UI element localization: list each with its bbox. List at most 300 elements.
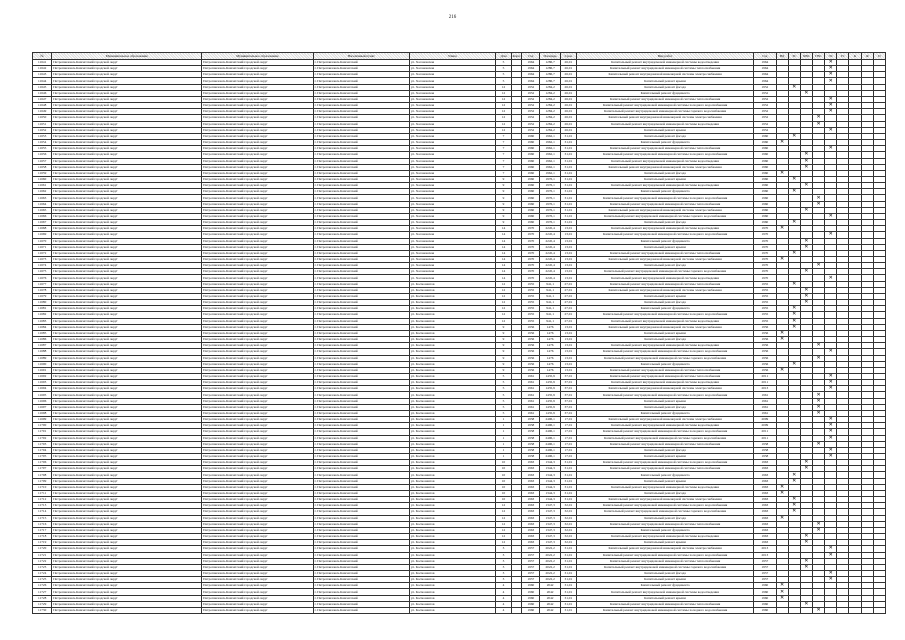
- plan-year-cell: 2011: [754, 429, 776, 435]
- mark-cell: ✕: [800, 558, 812, 564]
- municipality-cell: Петропавловск-Камчатский городской округ: [202, 127, 313, 133]
- area-cell: 2042: [540, 589, 560, 595]
- area-cell: 2496,1: [540, 429, 560, 435]
- municipality-cell: Петропавловск-Камчатский городской округ: [52, 170, 202, 176]
- row-number-cell: 11677: [33, 281, 52, 287]
- plan-year-cell: 1956: [754, 324, 776, 330]
- work-type-cell: Капитальный ремонт внутридомовой инженерной системы теплоснабжения: [576, 201, 753, 207]
- municipality-cell: Петропавловск-Камчатский городской округ: [52, 607, 202, 613]
- house-cell: 5: [495, 386, 511, 392]
- mark-cell: ✕: [788, 503, 800, 509]
- street-cell: ул. Космонавтов: [409, 306, 495, 312]
- municipality-cell: Петропавловск-Камчатский городской округ: [52, 189, 202, 195]
- locality-cell: г. Петропавловск-Камчатский: [313, 540, 409, 546]
- year-cell: 1964: [522, 60, 540, 66]
- municipality-cell: Петропавловск-Камчатский городской округ: [202, 269, 313, 275]
- municipality-cell: Петропавловск-Камчатский городской округ: [202, 349, 313, 355]
- term-cell: 32,01: [560, 540, 576, 546]
- term-cell: 31,01: [560, 589, 576, 595]
- house-cell: 9: [495, 220, 511, 226]
- year-cell: 1960: [522, 589, 540, 595]
- locality-cell: г. Петропавловск-Камчатский: [313, 503, 409, 509]
- municipality-cell: Петропавловск-Камчатский городской округ: [52, 404, 202, 410]
- row-number-cell: 11689: [33, 355, 52, 361]
- area-cell: 1435,9: [540, 392, 560, 398]
- street-cell: ул. Космонавтов: [409, 497, 495, 503]
- year-cell: 1963: [522, 509, 540, 515]
- locality-cell: г. Петропавловск-Камчатский: [313, 60, 409, 66]
- mark-cell: ✕: [776, 367, 788, 373]
- locality-cell: г. Петропавловск-Камчатский: [313, 330, 409, 336]
- term-cell: 31,01: [560, 577, 576, 583]
- mark-cell: [837, 607, 849, 613]
- municipality-cell: Петропавловск-Камчатский городской округ: [52, 60, 202, 66]
- locality-cell: г. Петропавловск-Камчатский: [313, 293, 409, 299]
- plan-year-cell: 1955: [754, 306, 776, 312]
- plan-year-cell: 1956: [754, 337, 776, 343]
- street-cell: ул. Космонавтов: [409, 577, 495, 583]
- locality-cell: г. Петропавловск-Камчатский: [313, 380, 409, 386]
- area-cell: 1435,9: [540, 404, 560, 410]
- year-cell: 1963: [522, 515, 540, 521]
- house-cell: 7: [495, 152, 511, 158]
- mark-cell: ✕: [788, 497, 800, 503]
- plan-year-cell: 1956: [754, 349, 776, 355]
- plan-year-cell: 1960: [754, 195, 776, 201]
- locality-cell: г. Петропавловск-Камчатский: [313, 189, 409, 195]
- locality-cell: г. Петропавловск-Камчатский: [313, 386, 409, 392]
- column-header: Муниципальное образование: [52, 53, 202, 60]
- municipality-cell: Петропавловск-Камчатский городской округ: [52, 318, 202, 324]
- work-type-cell: Капитальный ремонт крыши: [576, 454, 753, 460]
- year-cell: 1963: [522, 540, 540, 546]
- term-cell: 32,01: [560, 534, 576, 540]
- municipality-cell: Петропавловск-Камчатский городской округ: [202, 152, 313, 158]
- year-cell: 1960: [522, 201, 540, 207]
- year-cell: 1961: [522, 410, 540, 416]
- house-cell: 12: [495, 109, 511, 115]
- mark-cell: ✕: [825, 546, 837, 552]
- row-number-cell: 11681: [33, 306, 52, 312]
- work-type-cell: Капитальный ремонт внутридомовой инженерной системы теплоснабжения: [576, 373, 753, 379]
- house-cell: 1: [495, 429, 511, 435]
- locality-cell: г. Петропавловск-Камчатский: [313, 183, 409, 189]
- plan-year-cell: 1970: [754, 226, 776, 232]
- house-cell: 10: [495, 497, 511, 503]
- area-cell: 1976,1: [540, 189, 560, 195]
- municipality-cell: Петропавловск-Камчатский городской округ: [202, 293, 313, 299]
- municipality-cell: Петропавловск-Камчатский городской округ: [202, 583, 313, 589]
- locality-cell: г. Петропавловск-Камчатский: [313, 361, 409, 367]
- row-number-cell: 11726: [33, 583, 52, 589]
- row-number-cell: 11674: [33, 263, 52, 269]
- year-cell: 1952: [522, 127, 540, 133]
- work-type-cell: Капитальный ремонт внутридомовой инженерной системы горячего водоснабжения: [576, 213, 753, 219]
- plan-year-cell: 1955: [754, 300, 776, 306]
- street-cell: ул. Космонавтов: [409, 503, 495, 509]
- work-type-cell: Капитальный ремонт внутридомовой инженерной системы холодного водоснабжения: [576, 429, 753, 435]
- row-number-cell: 11659: [33, 170, 52, 176]
- plan-year-cell: 1964: [754, 78, 776, 84]
- municipality-cell: Петропавловск-Камчатский городской округ: [202, 577, 313, 583]
- plan-year-cell: 1952: [754, 84, 776, 90]
- row-number-cell: 11686: [33, 337, 52, 343]
- plan-year-cell: 1963: [754, 503, 776, 509]
- row-number-cell: 11699: [33, 417, 52, 423]
- year-cell: 1960: [522, 146, 540, 152]
- mark-cell: ✕: [788, 250, 800, 256]
- street-cell: ул. Хасановская: [409, 133, 495, 139]
- work-type-cell: Капитальный ремонт внутридомовой инженерной системы водоотведения: [576, 423, 753, 429]
- plan-year-cell: 1956: [754, 330, 776, 336]
- row-number-cell: 11662: [33, 189, 52, 195]
- work-type-cell: Капитальный ремонт внутридомовой инженерной системы электроснабжения: [576, 324, 753, 330]
- house-cell: 12: [495, 281, 511, 287]
- area-cell: 941,1: [540, 287, 560, 293]
- column-header: ХВС: [800, 53, 812, 60]
- municipality-cell: Петропавловск-Камчатский городской округ: [202, 183, 313, 189]
- street-cell: ул. Космонавтов: [409, 601, 495, 607]
- mark-cell: ✕: [800, 158, 812, 164]
- mark-cell: ✕: [788, 472, 800, 478]
- street-cell: ул. Хасановская: [409, 127, 495, 133]
- locality-cell: г. Петропавловск-Камчатский: [313, 170, 409, 176]
- plan-year-cell: 1960: [754, 176, 776, 182]
- work-type-cell: Капитальный ремонт фасада: [576, 170, 753, 176]
- street-cell: ул. Хасановская: [409, 232, 495, 238]
- plan-year-cell: 2011: [754, 373, 776, 379]
- term-cell: 17,01: [560, 454, 576, 460]
- locality-cell: г. Петропавловск-Камчатский: [313, 269, 409, 275]
- municipality-cell: Петропавловск-Камчатский городской округ: [202, 355, 313, 361]
- municipality-cell: Петропавловск-Камчатский городской округ: [52, 577, 202, 583]
- locality-cell: г. Петропавловск-Камчатский: [313, 90, 409, 96]
- municipality-cell: Петропавловск-Камчатский городской округ: [52, 103, 202, 109]
- municipality-cell: Петропавловск-Камчатский городской округ: [202, 447, 313, 453]
- house-cell: 5: [495, 410, 511, 416]
- municipality-cell: Петропавловск-Камчатский городской округ: [202, 454, 313, 460]
- term-cell: 37,01: [560, 404, 576, 410]
- municipality-cell: Петропавловск-Камчатский городской округ: [52, 380, 202, 386]
- municipality-cell: Петропавловск-Камчатский городской округ: [52, 527, 202, 533]
- municipality-cell: Петропавловск-Камчатский городской округ: [52, 410, 202, 416]
- locality-cell: г. Петропавловск-Камчатский: [313, 195, 409, 201]
- row-number-cell: 11656: [33, 152, 52, 158]
- street-cell: ул. Хасановская: [409, 90, 495, 96]
- column-header: Год: [522, 53, 540, 60]
- street-cell: ул. Космонавтов: [409, 423, 495, 429]
- mark-cell: ✕: [800, 564, 812, 570]
- street-cell: ул. Хасановская: [409, 121, 495, 127]
- house-cell: 5: [495, 72, 511, 78]
- area-cell: 1476: [540, 367, 560, 373]
- row-number-cell: 11709: [33, 478, 52, 484]
- mark-cell: ✕: [812, 398, 824, 404]
- row-number-cell: 11651: [33, 121, 52, 127]
- plan-year-cell: 1970: [754, 238, 776, 244]
- area-cell: 2022,2: [540, 558, 560, 564]
- municipality-cell: Петропавловск-Камчатский городской округ: [202, 318, 313, 324]
- mark-cell: ✕: [825, 78, 837, 84]
- year-cell: 1952: [522, 115, 540, 121]
- municipality-cell: Петропавловск-Камчатский городской округ: [202, 121, 313, 127]
- row-number-cell: 11718: [33, 534, 52, 540]
- locality-cell: г. Петропавловск-Камчатский: [313, 552, 409, 558]
- work-type-cell: Капитальный ремонт фундамента: [576, 90, 753, 96]
- column-header: Муниципальное образование: [202, 53, 313, 60]
- column-header: ГС: [837, 53, 849, 60]
- locality-cell: г. Петропавловск-Камчатский: [313, 127, 409, 133]
- municipality-cell: Петропавловск-Камчатский городской округ: [52, 478, 202, 484]
- mark-cell: ✕: [825, 373, 837, 379]
- area-cell: 1476: [540, 337, 560, 343]
- term-cell: 31,01: [560, 497, 576, 503]
- municipality-cell: Петропавловск-Камчатский городской округ: [202, 540, 313, 546]
- locality-cell: г. Петропавловск-Камчатский: [313, 423, 409, 429]
- plan-year-cell: 1963: [754, 527, 776, 533]
- plan-year-cell: 1961: [754, 398, 776, 404]
- area-cell: 1344,3: [540, 472, 560, 478]
- work-type-cell: Капитальный ремонт внутридомовой инженерной системы холодного водоснабжения: [576, 349, 753, 355]
- locality-cell: г. Петропавловск-Камчатский: [313, 201, 409, 207]
- row-number-cell: 11653: [33, 133, 52, 139]
- work-type-cell: Капитальный ремонт внутридомовой инженерной системы теплоснабжения: [576, 521, 753, 527]
- street-cell: ул. Космонавтов: [409, 515, 495, 521]
- municipality-cell: Петропавловск-Камчатский городской округ: [52, 601, 202, 607]
- locality-cell: г. Петропавловск-Камчатский: [313, 207, 409, 213]
- row-number-cell: 11723: [33, 564, 52, 570]
- house-cell: 9: [495, 355, 511, 361]
- municipality-cell: Петропавловск-Камчатский городской округ: [202, 158, 313, 164]
- locality-cell: г. Петропавловск-Камчатский: [313, 570, 409, 576]
- work-type-cell: Капитальный ремонт фундамента: [576, 140, 753, 146]
- area-cell: 1976,1: [540, 220, 560, 226]
- plan-year-cell: 1956: [754, 361, 776, 367]
- municipality-cell: Петропавловск-Камчатский городской округ: [52, 293, 202, 299]
- area-cell: 1976,1: [540, 201, 560, 207]
- street-cell: ул. Космонавтов: [409, 287, 495, 293]
- term-cell: 32,01: [560, 515, 576, 521]
- term-cell: 13,01: [560, 367, 576, 373]
- locality-cell: г. Петропавловск-Камчатский: [313, 521, 409, 527]
- plan-year-cell: 1970: [754, 275, 776, 281]
- row-number-cell: 11714: [33, 509, 52, 515]
- row-number-cell: 11708: [33, 472, 52, 478]
- house-cell: 14: [495, 232, 511, 238]
- column-header: П: [873, 53, 885, 60]
- area-cell: 1976,1: [540, 183, 560, 189]
- area-cell: 1476: [540, 330, 560, 336]
- plan-year-cell: 2013: [754, 386, 776, 392]
- house-cell: 12: [495, 534, 511, 540]
- table-row: [33, 607, 886, 613]
- locality-cell: г. Петропавловск-Камчатский: [313, 577, 409, 583]
- mark-cell: ✕: [788, 84, 800, 90]
- street-cell: ул. Космонавтов: [409, 558, 495, 564]
- municipality-cell: Петропавловск-Камчатский городской округ: [202, 164, 313, 170]
- municipality-cell: Петропавловск-Камчатский городской округ: [52, 72, 202, 78]
- year-cell: 1958: [522, 435, 540, 441]
- term-cell: 31,01: [560, 478, 576, 484]
- plan-year-cell: 1960: [754, 601, 776, 607]
- municipality-cell: Петропавловск-Камчатский городской округ: [202, 472, 313, 478]
- mark-cell: ✕: [776, 515, 788, 521]
- plan-year-cell: 1960: [754, 607, 776, 613]
- house-cell: 12: [495, 115, 511, 121]
- row-number-cell: 11680: [33, 300, 52, 306]
- municipality-cell: Петропавловск-Камчатский городской округ: [52, 423, 202, 429]
- municipality-cell: Петропавловск-Камчатский городской округ: [52, 540, 202, 546]
- term-cell: 26,01: [560, 121, 576, 127]
- municipality-cell: Петропавловск-Камчатский городской округ: [202, 72, 313, 78]
- street-cell: ул. Хасановская: [409, 226, 495, 232]
- plan-year-cell: 1963: [754, 540, 776, 546]
- year-cell: 1958: [522, 429, 540, 435]
- work-type-cell: Капитальный ремонт крыши: [576, 293, 753, 299]
- locality-cell: г. Петропавловск-Камчатский: [313, 589, 409, 595]
- municipality-cell: Петропавловск-Камчатский городской округ: [52, 201, 202, 207]
- work-type-cell: Капитальный ремонт крыши: [576, 78, 753, 84]
- house-cell: 9: [495, 195, 511, 201]
- term-cell: 13,01: [560, 349, 576, 355]
- municipality-cell: Петропавловск-Камчатский городской округ: [52, 66, 202, 72]
- municipality-cell: Петропавловск-Камчатский городской округ: [52, 460, 202, 466]
- year-cell: 1960: [522, 158, 540, 164]
- municipality-cell: Петропавловск-Камчатский городской округ: [52, 250, 202, 256]
- work-type-cell: Капитальный ремонт внутридомовой инженерной системы электроснабжения: [576, 164, 753, 170]
- municipality-cell: Петропавловск-Камчатский городской округ: [52, 373, 202, 379]
- row-number-cell: 11704: [33, 447, 52, 453]
- house-cell: 9: [495, 176, 511, 182]
- area-cell: 2042: [540, 595, 560, 601]
- term-cell: 31,01: [560, 490, 576, 496]
- term-cell: 37,01: [560, 373, 576, 379]
- municipality-cell: Петропавловск-Камчатский городской округ: [52, 109, 202, 115]
- locality-cell: г. Петропавловск-Камчатский: [313, 527, 409, 533]
- house-cell: 9: [495, 207, 511, 213]
- locality-cell: г. Петропавловск-Камчатский: [313, 287, 409, 293]
- mark-cell: ✕: [800, 293, 812, 299]
- row-number-cell: 11687: [33, 343, 52, 349]
- locality-cell: г. Петропавловск-Камчатский: [313, 300, 409, 306]
- locality-cell: г. Петропавловск-Камчатский: [313, 343, 409, 349]
- municipality-cell: Петропавловск-Камчатский городской округ: [202, 103, 313, 109]
- row-number-cell: 11645: [33, 84, 52, 90]
- house-cell: 5: [495, 404, 511, 410]
- year-cell: 1956: [522, 367, 540, 373]
- municipality-cell: Петропавловск-Камчатский городской округ: [52, 281, 202, 287]
- row-number-cell: 11644: [33, 78, 52, 84]
- row-number-cell: 11649: [33, 109, 52, 115]
- year-cell: 1960: [522, 164, 540, 170]
- term-cell: 27,01: [560, 318, 576, 324]
- column-header: Вид работ: [576, 53, 753, 60]
- work-type-cell: Капитальный ремонт фасада: [576, 570, 753, 576]
- locality-cell: г. Петропавловск-Камчатский: [313, 96, 409, 102]
- street-cell: ул. Хасановская: [409, 263, 495, 269]
- street-cell: ул. Хасановская: [409, 207, 495, 213]
- term-cell: 31,01: [560, 183, 576, 189]
- row-number-cell: 11713: [33, 503, 52, 509]
- municipality-cell: Петропавловск-Камчатский городской округ: [52, 90, 202, 96]
- municipality-cell: Петропавловск-Камчатский городской округ: [52, 133, 202, 139]
- row-number-cell: 11698: [33, 410, 52, 416]
- plan-year-cell: 2011: [754, 435, 776, 441]
- house-cell: 9: [495, 349, 511, 355]
- year-cell: 1957: [522, 546, 540, 552]
- street-cell: ул. Космонавтов: [409, 589, 495, 595]
- street-cell: ул. Хасановская: [409, 164, 495, 170]
- term-cell: 26,01: [560, 60, 576, 66]
- year-cell: 1955: [522, 287, 540, 293]
- locality-cell: г. Петропавловск-Камчатский: [313, 349, 409, 355]
- year-cell: 1970: [522, 232, 540, 238]
- locality-cell: г. Петропавловск-Камчатский: [313, 250, 409, 256]
- work-type-cell: Капитальный ремонт внутридомовой инженерной системы горячего водоснабжения: [576, 564, 753, 570]
- municipality-cell: Петропавловск-Камчатский городской округ: [52, 257, 202, 263]
- plan-year-cell: 1955: [754, 312, 776, 318]
- row-number-cell: 11702: [33, 435, 52, 441]
- locality-cell: г. Петропавловск-Камчатский: [313, 441, 409, 447]
- term-cell: 13,01: [560, 238, 576, 244]
- row-number-cell: 11700: [33, 423, 52, 429]
- street-cell: ул. Космонавтов: [409, 343, 495, 349]
- mark-cell: ✕: [825, 435, 837, 441]
- municipality-cell: Петропавловск-Камчатский городской округ: [202, 423, 313, 429]
- municipality-cell: Петропавловск-Камчатский городской округ: [52, 287, 202, 293]
- municipality-cell: Петропавловск-Камчатский городской округ: [202, 595, 313, 601]
- mark-cell: ✕: [825, 96, 837, 102]
- municipality-cell: Петропавловск-Камчатский городской округ: [52, 392, 202, 398]
- row-number-cell: 11652: [33, 127, 52, 133]
- term-cell: 32,01: [560, 527, 576, 533]
- locality-cell: г. Петропавловск-Камчатский: [313, 133, 409, 139]
- municipality-cell: Петропавловск-Камчатский городской округ: [52, 263, 202, 269]
- house-cell: 12: [495, 287, 511, 293]
- locality-cell: г. Петропавловск-Камчатский: [313, 281, 409, 287]
- municipality-cell: Петропавловск-Камчатский городской округ: [52, 589, 202, 595]
- locality-cell: г. Петропавловск-Камчатский: [313, 72, 409, 78]
- street-cell: ул. Космонавтов: [409, 417, 495, 423]
- mark-cell: ✕: [825, 570, 837, 576]
- row-number-cell: 11648: [33, 103, 52, 109]
- year-cell: 1960: [522, 213, 540, 219]
- row-number-cell: 11693: [33, 380, 52, 386]
- work-type-cell: Капитальный ремонт внутридомовой инженерной системы теплоснабжения: [576, 250, 753, 256]
- work-type-cell: Капитальный ремонт фасада: [576, 515, 753, 521]
- area-cell: 1286,7: [540, 72, 560, 78]
- municipality-cell: Петропавловск-Камчатский городской округ: [52, 398, 202, 404]
- work-type-cell: Капитальный ремонт фундамента: [576, 306, 753, 312]
- house-cell: 7: [495, 133, 511, 139]
- area-cell: 2245,4: [540, 250, 560, 256]
- year-cell: 1970: [522, 238, 540, 244]
- street-cell: ул. Космонавтов: [409, 595, 495, 601]
- year-cell: 1963: [522, 484, 540, 490]
- municipality-cell: Петропавловск-Камчатский городской округ: [202, 115, 313, 121]
- street-cell: ул. Космонавтов: [409, 570, 495, 576]
- area-cell: 1347,3: [540, 527, 560, 533]
- year-cell: 1957: [522, 558, 540, 564]
- row-number-cell: 11655: [33, 146, 52, 152]
- work-type-cell: Капитальный ремонт фасада: [576, 220, 753, 226]
- municipality-cell: Петропавловск-Камчатский городской округ: [202, 287, 313, 293]
- term-cell: 31,01: [560, 546, 576, 552]
- street-cell: ул. Космонавтов: [409, 337, 495, 343]
- mark-cell: ✕: [788, 133, 800, 139]
- municipality-cell: Петропавловск-Камчатский городской округ: [52, 183, 202, 189]
- plan-year-cell: 1958: [754, 447, 776, 453]
